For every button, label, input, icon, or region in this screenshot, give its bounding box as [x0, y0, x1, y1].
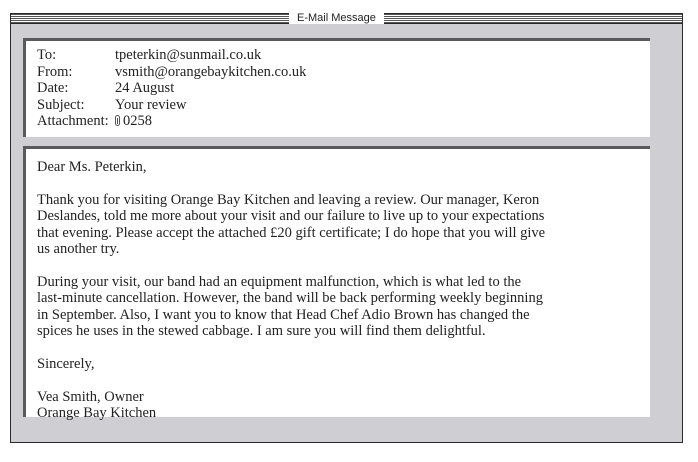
date-value: 24 August [115, 80, 175, 97]
from-value[interactable]: vsmith@orangebaykitchen.co.uk [115, 63, 307, 80]
subject-row [37, 97, 650, 114]
email-body-panel [23, 146, 650, 422]
attachment-row [37, 113, 650, 130]
signature-name: Vea Smith, Owner [37, 388, 144, 405]
body-paragraph-1: Thank you for visiting Orange Bay Kitchen and leaving a review. Our manager, Keron Deslandes, told me more about your visit and our failure to live up to your expectations that evening. Please accept the attached £20 gift certificate; I do hope that you will give us another try. [37, 191, 546, 258]
body-paragraph-2: During your visit, our band had an equipment malfunction, which is what led to the last-minute cancellation. However, the band will be back performing weekly beginning in September. Also, I want you to know that Head Chef Adio Brown has changed the spices he uses in the stewed cabbage. I am sure you will find them delightful. [37, 273, 543, 340]
closing: Sincerely, [37, 355, 95, 372]
paperclip-icon [115, 115, 120, 126]
to-row [37, 47, 650, 64]
title-bar[interactable] [11, 14, 682, 24]
attachment-value[interactable]: 0258 [123, 113, 152, 130]
signature-company: Orange Bay Kitchen [37, 405, 157, 422]
date-label: Date: [37, 80, 69, 97]
date-row [37, 80, 650, 97]
subject-value: Your review [115, 96, 187, 113]
greeting: Dear Ms. Peterkin, [37, 159, 147, 175]
email-window [10, 13, 683, 443]
attachment-link[interactable] [115, 113, 152, 130]
from-label: From: [37, 63, 73, 80]
subject-label: Subject: [37, 96, 85, 113]
attachment-label: Attachment: [37, 113, 109, 130]
to-label: To: [37, 47, 57, 63]
email-header-panel [23, 38, 650, 137]
window-title: E-Mail Message [289, 12, 384, 24]
from-row [37, 64, 650, 81]
to-value[interactable]: tpeterkin@sunmail.co.uk [115, 47, 262, 63]
